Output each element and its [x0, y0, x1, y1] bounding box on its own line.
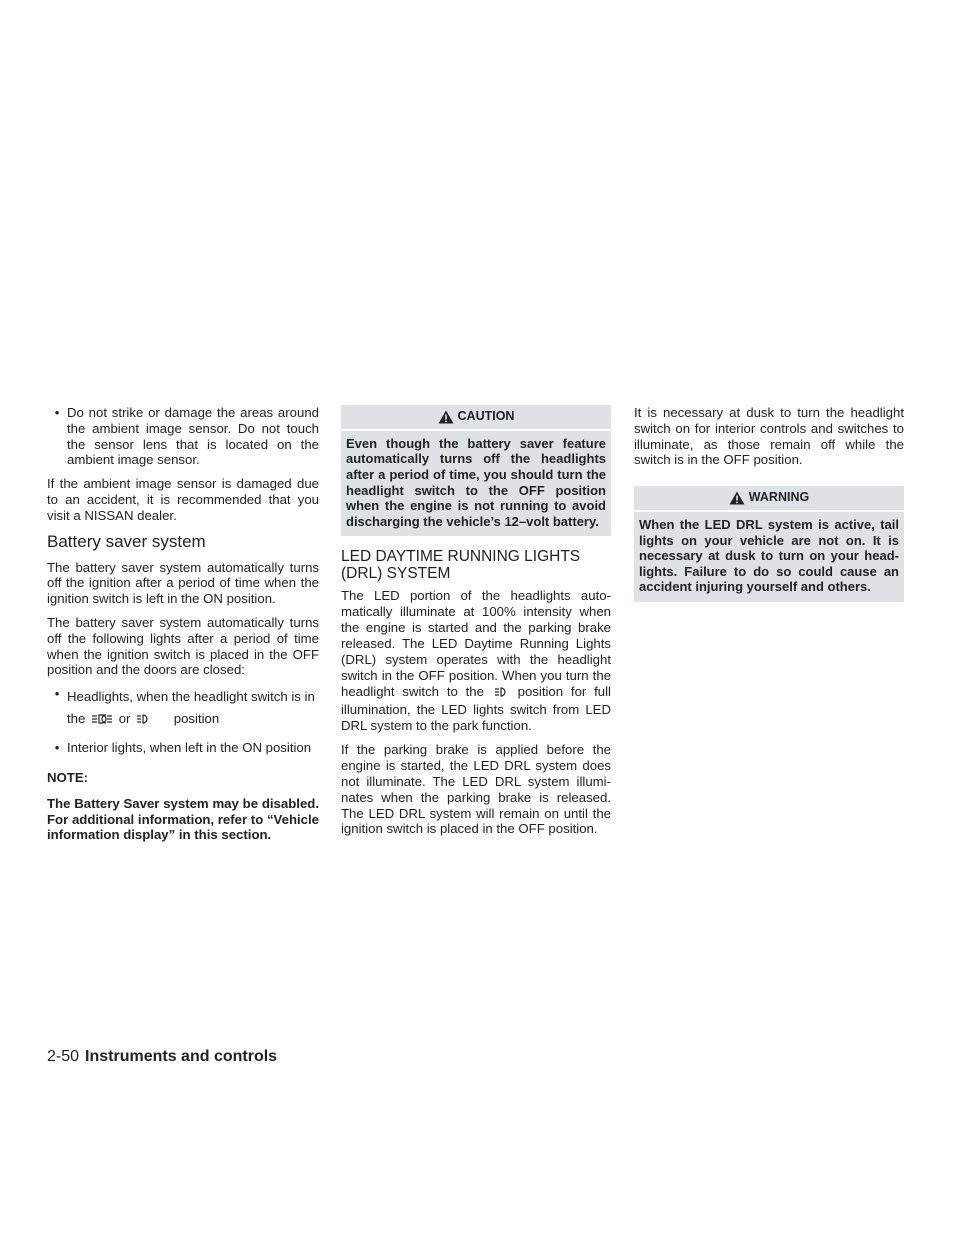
caution-body: Even though the battery saver feature automatically turns off the headlights after a period of time, you should turn the headlight switch to the OFF position when the engine is not running to avoid discharging the vehicle’s 12–volt battery.	[346, 435, 606, 529]
paragraph: If the ambient image sensor is damaged due to an accident, it is recommended that you visit a NISSAN dealer.	[47, 476, 319, 523]
caution-title: CAUTION	[457, 409, 515, 423]
paragraph: It is necessary at dusk to turn the headlight switch on for interior controls and switches to illuminate, as those remain off while the switch is in the OFF position.	[634, 405, 904, 468]
section-heading: Battery saver system	[47, 531, 206, 551]
list-item	[47, 740, 319, 756]
parking-lights-icon	[91, 710, 113, 732]
paragraph: If the parking brake is applied before the engine is started, the LED DRL system does not illuminate. The LED DRL system illuminates when the parking brake is released. The LED DRL system will remain on until the ignition switch is placed in the OFF position.	[341, 742, 611, 837]
bullet-text: Do not strike or damage the areas around the ambient image sensor. Do not touch the sensor lens that is located on the ambient image sensor.	[67, 405, 319, 468]
bullet: •	[54, 405, 60, 420]
bullet: •	[54, 686, 60, 702]
page-number: 2-50	[47, 1048, 80, 1065]
list-item	[47, 405, 319, 468]
section-heading: LED DAYTIME RUNNING LIGHTS (DRL) SYSTEM	[341, 548, 581, 583]
paragraph: The battery saver system automatically turns off the following lights after a period of time when the ignition switch is placed in the OFF position and the doors are closed:	[47, 614, 319, 678]
list-item	[47, 686, 319, 732]
caution-box	[341, 405, 611, 536]
column-left	[47, 405, 319, 843]
column-right	[634, 405, 904, 602]
headlight-icon	[494, 686, 508, 702]
column-middle	[341, 405, 611, 845]
bullet-text-part: position	[173, 711, 220, 727]
paragraph-part: The LED portion of the headlights automatically illuminate at 100% intensity when the engine is started and the parking brake released. The LED Daytime Running Lights (DRL) system operates with the headlight switch in the OFF position. When you turn the headlight switch to the	[341, 588, 611, 700]
bullet-text	[67, 686, 319, 732]
chapter-title: Instruments and controls	[85, 1048, 278, 1065]
bullet-text-part: or	[118, 711, 131, 727]
bullet-text: Interior lights, when left in the ON position	[67, 740, 312, 756]
warning-box	[634, 486, 904, 602]
paragraph-part: position for full illumination, the LED lights switch from LED DRL system to the park function.	[341, 684, 611, 734]
paragraph	[341, 588, 611, 734]
bullet: •	[54, 740, 60, 756]
paragraph: The battery saver system automatically turns off the ignition after a period of time when the ignition switch is left in the ON position.	[47, 559, 319, 607]
warning-triangle-icon	[438, 410, 454, 424]
warning-body: When the LED DRL system is active, tail lights on your vehicle are not on. It is necessary at dusk to turn on your headlights. Failure to do so could cause an accident injuring yourself and others.	[639, 516, 899, 595]
note-body: The Battery Saver system may be disabled. For additional information, refer to “Vehicle information display” in this section.	[47, 795, 319, 843]
bullet-text-part: Headlights, when the headlight switch is in the	[67, 689, 315, 727]
caution-header	[341, 405, 611, 429]
headlight-icon	[136, 710, 150, 732]
note-label: NOTE:	[47, 769, 89, 785]
page-footer	[47, 1048, 277, 1066]
warning-title: WARNING	[748, 490, 810, 505]
warning-triangle-icon	[729, 491, 745, 505]
warning-header	[634, 486, 904, 510]
